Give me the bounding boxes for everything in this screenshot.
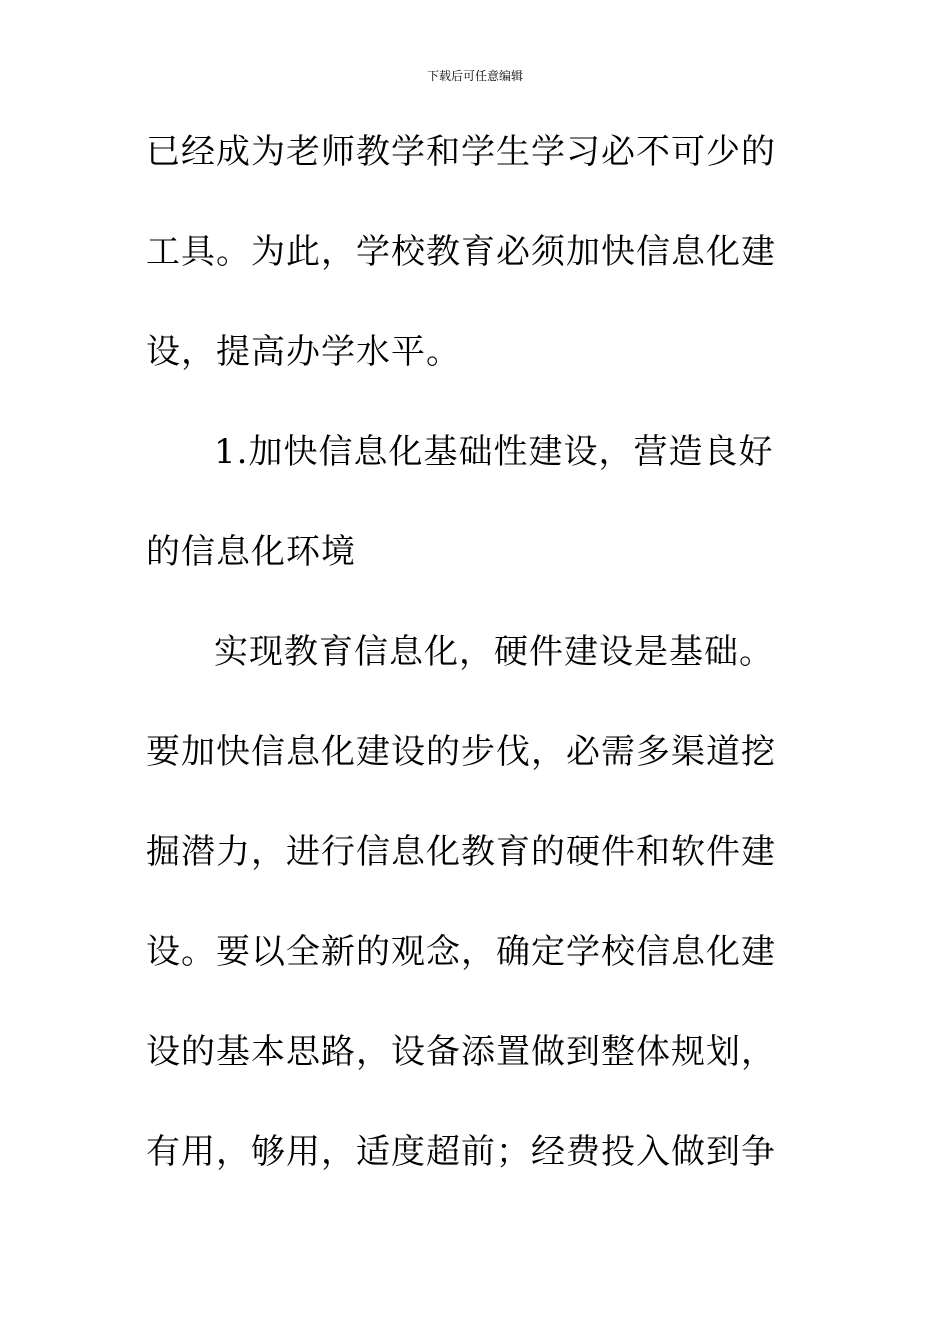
document-body <box>146 120 786 1220</box>
paragraph-start-line: 实现教育信息化，硬件建设是基础。 <box>214 632 774 672</box>
section-heading-line: 的信息化环境 <box>146 532 356 572</box>
text-line: 已经成为老师教学和学生学习必不可少的 <box>146 132 776 172</box>
text-line: 掘潜力，进行信息化教育的硬件和软件建 <box>146 832 776 872</box>
text-line: 设的基本思路，设备添置做到整体规划， <box>146 1032 776 1072</box>
text-line: 设，提高办学水平。 <box>146 332 461 372</box>
header-note: 下载后可任意编辑 <box>426 69 523 83</box>
section-heading-line: 1.加快信息化基础性建设，营造良好 <box>214 432 774 472</box>
text-line: 工具。为此，学校教育必须加快信息化建 <box>146 232 776 272</box>
text-line: 有用，够用，适度超前；经费投入做到争 <box>146 1132 776 1172</box>
text-line: 设。要以全新的观念，确定学校信息化建 <box>146 932 776 972</box>
text-line: 要加快信息化建设的步伐，必需多渠道挖 <box>146 732 776 772</box>
